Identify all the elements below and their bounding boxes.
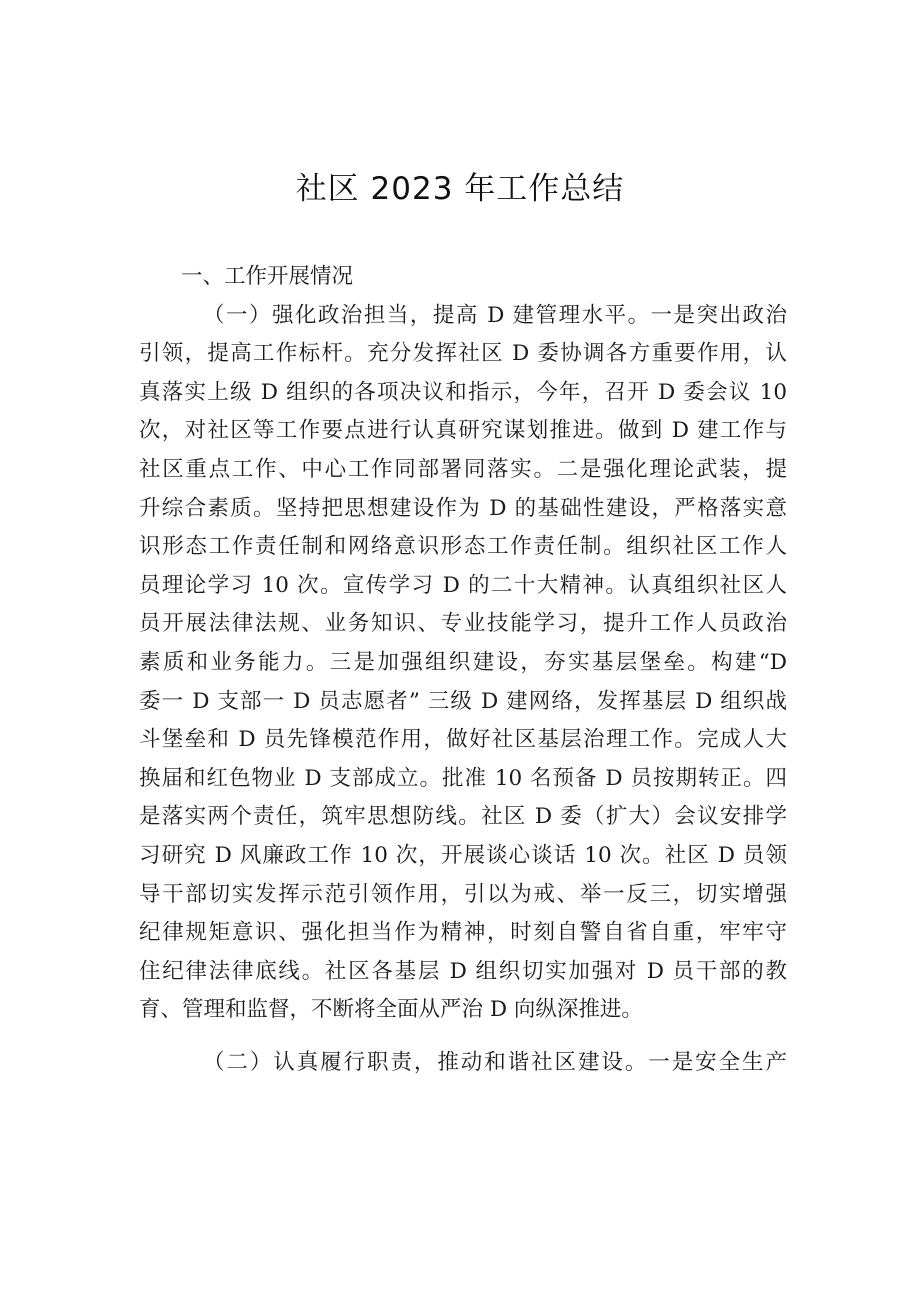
- paragraph-line: 社区重点工作、中心工作同部署同落实。二是强化理论武装，提: [139, 456, 787, 482]
- paragraph-line: 斗堡垒和 D 员先锋模范作用，做好社区基层治理工作。完成人大: [139, 727, 787, 753]
- paragraph-line: 次，对社区等工作要点进行认真研究谋划推进。做到 D 建工作与: [139, 418, 787, 444]
- paragraph-line: 真落实上级 D 组织的各项决议和指示，今年，召开 D 委会议 10: [139, 379, 787, 405]
- paragraph-line: 员理论学习 10 次。宣传学习 D 的二十大精神。认真组织社区人: [139, 572, 787, 598]
- document-body: [139, 258, 787, 1082]
- paragraph-line: 导干部切实发挥示范引领作用，引以为戒、举一反三，切实增强: [139, 881, 787, 907]
- paragraph-line: 育、管理和监督，不断将全面从严治 D 向纵深推进。: [139, 997, 643, 1023]
- paragraph-line: 升综合素质。坚持把思想建设作为 D 的基础性建设，严格落实意: [139, 495, 787, 521]
- paragraph-line: 委一 D 支部一 D 员志愿者” 三级 D 建网络，发挥基层 D 组织战: [139, 688, 787, 714]
- paragraph-line: 引领，提高工作标杆。充分发挥社区 D 委协调各方重要作用，认: [139, 341, 787, 367]
- paragraph-line: 员开展法律法规、业务知识、专业技能学习，提升工作人员政治: [139, 611, 787, 637]
- section-heading: 一、工作开展情况: [181, 264, 354, 289]
- paragraph-line: 换届和红色物业 D 支部成立。批准 10 名预备 D 员按期转正。四: [139, 765, 787, 791]
- paragraph-line: 素质和业务能力。三是加强组织建设，夯实基层堡垒。构建“D: [139, 649, 787, 675]
- paragraph-spacer: [139, 1030, 787, 1044]
- paragraph-line: （二）认真履行职责，推动和谐社区建设。一是安全生产: [203, 1049, 787, 1075]
- paragraph-line: 住纪律法律底线。社区各基层 D 组织切实加强对 D 员干部的教: [139, 958, 787, 984]
- paragraph-line: 习研究 D 风廉政工作 10 次，开展谈心谈话 10 次。社区 D 员领: [139, 842, 787, 868]
- paragraph-line: 纪律规矩意识、强化担当作为精神，时刻自警自省自重，牢牢守: [139, 920, 787, 946]
- paragraph-2: [139, 1044, 787, 1083]
- paragraph-line: 识形态工作责任制和网络意识形态工作责任制。组织社区工作人: [139, 534, 787, 560]
- paragraph-line: （一）强化政治担当，提高 D 建管理水平。一是突出政治: [203, 302, 787, 328]
- document-title: 社区 2023 年工作总结: [295, 171, 625, 207]
- paragraph-line: 是落实两个责任，筑牢思想防线。社区 D 委（扩大）会议安排学: [139, 804, 787, 830]
- paragraph-1: [139, 297, 787, 1030]
